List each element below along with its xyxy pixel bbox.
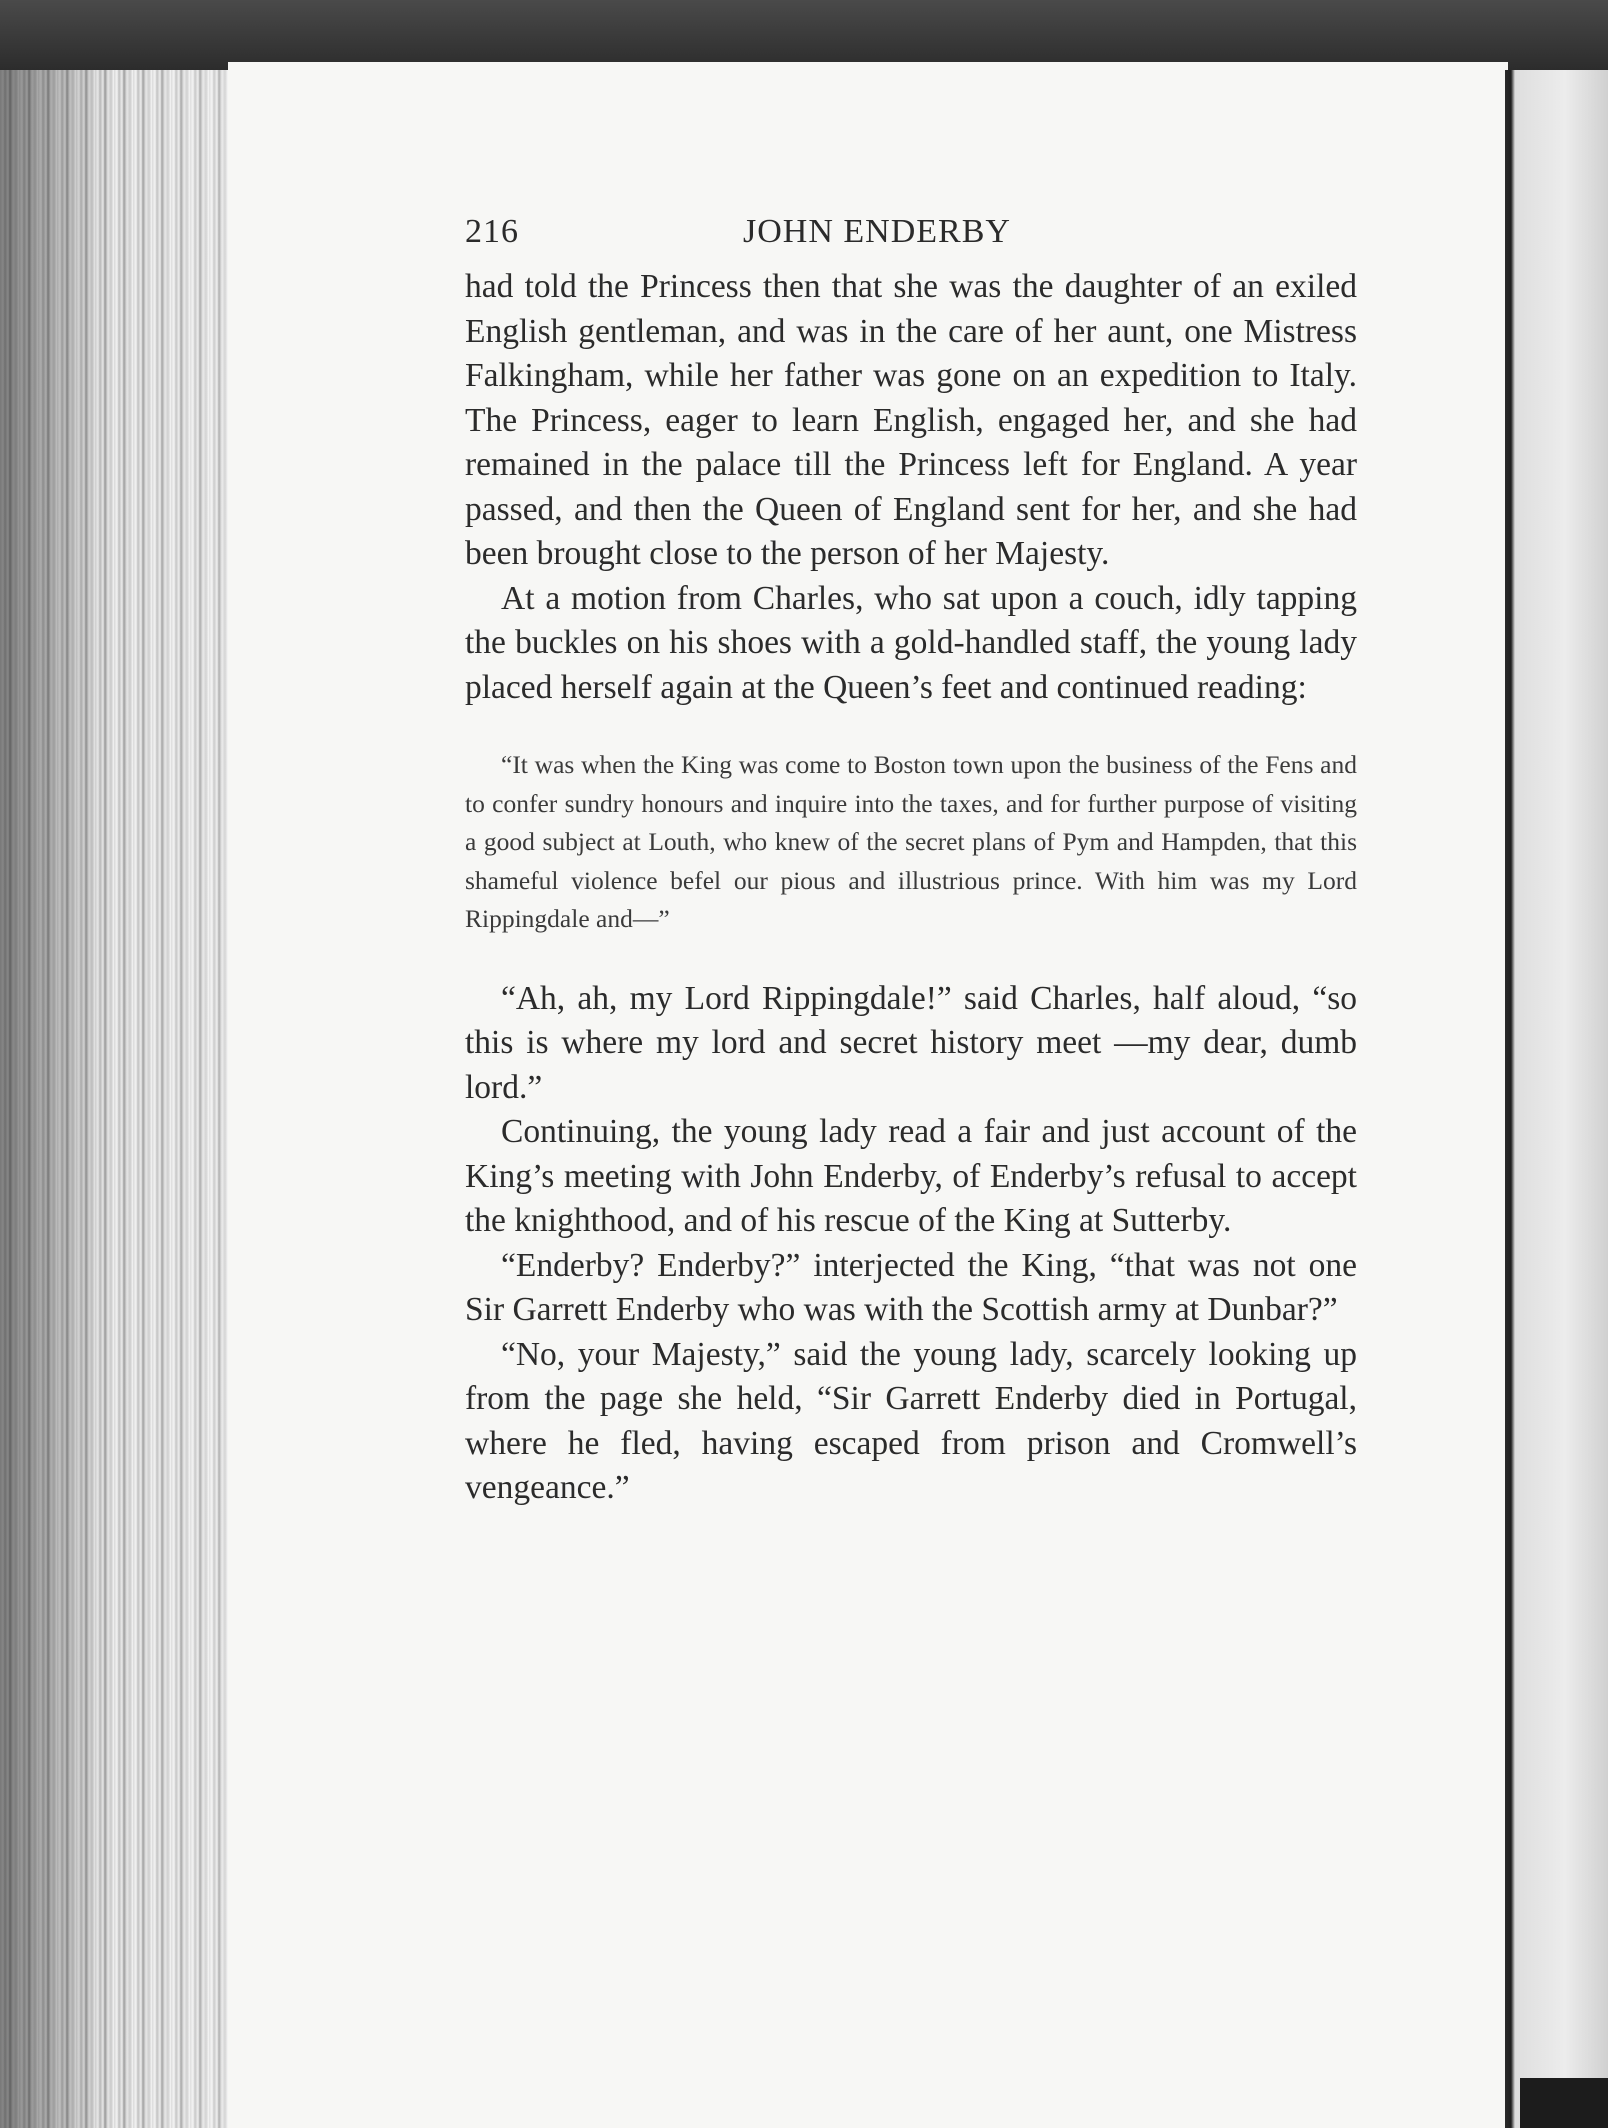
page-text — [465, 205, 1357, 1511]
book-gutter — [1505, 70, 1608, 2128]
page-edges — [0, 70, 240, 2128]
page-number: 216 — [465, 213, 519, 250]
running-head — [465, 205, 1357, 265]
paragraph: “Enderby? Enderby?” interjected the King, “that was not one Sir Garrett Enderby who was with the Scottish army at Dunbar?” — [465, 1246, 1357, 1328]
quote-text: “It was when the King was come to Boston town upon the business of the Fens and to confer sundry honours and inquire into the taxes, and for further purpose of visiting a good subject at Louth, who knew of the secret plans of Pym and Hampden, that this shameful violence befel our pious and illustrious prince. With him was my Lord Rippingdale and—” — [465, 750, 1357, 933]
block-quote — [465, 746, 1357, 939]
paragraph: At a motion from Charles, who sat upon a couch, idly tapping the buckles on his shoes with a gold-handled staff, the young lady placed herself again at the Queen’s feet and continued reading: — [465, 579, 1357, 706]
scanner-background — [0, 0, 1608, 70]
paragraph: “Ah, ah, my Lord Rippingdale!” said Charles, half aloud, “so this is where my lord and secret history meet —my dear, dumb lord.” — [465, 979, 1357, 1106]
paragraph: “No, your Majesty,” said the young lady, scarcely looking up from the page she held, “Sir Garrett Enderby died in Portugal, where he fled, having escaped from prison and Cromwell’s vengeance.” — [465, 1335, 1357, 1506]
running-title: JOHN ENDERBY — [743, 213, 1011, 250]
paragraph: had told the Princess then that she was the daughter of an exiled English gentleman, and was in the care of her aunt, one Mistress Falkingham, while her father was gone on an expedition to Italy. The Princess, eager to learn English, engaged her, and she had remained in the palace till the Princess left for England. A year passed, and then the Queen of England sent for her, and she had been brought close to the person of her Majesty. — [465, 268, 1357, 572]
paragraph: Continuing, the young lady read a fair and just account of the King’s meeting with John Enderby, of Enderby’s refusal to accept the knighthood, and of his rescue of the King at Sutterby. — [465, 1113, 1357, 1239]
scanner-corner — [1520, 2078, 1608, 2128]
body-text — [465, 977, 1357, 1511]
body-text — [465, 265, 1357, 710]
